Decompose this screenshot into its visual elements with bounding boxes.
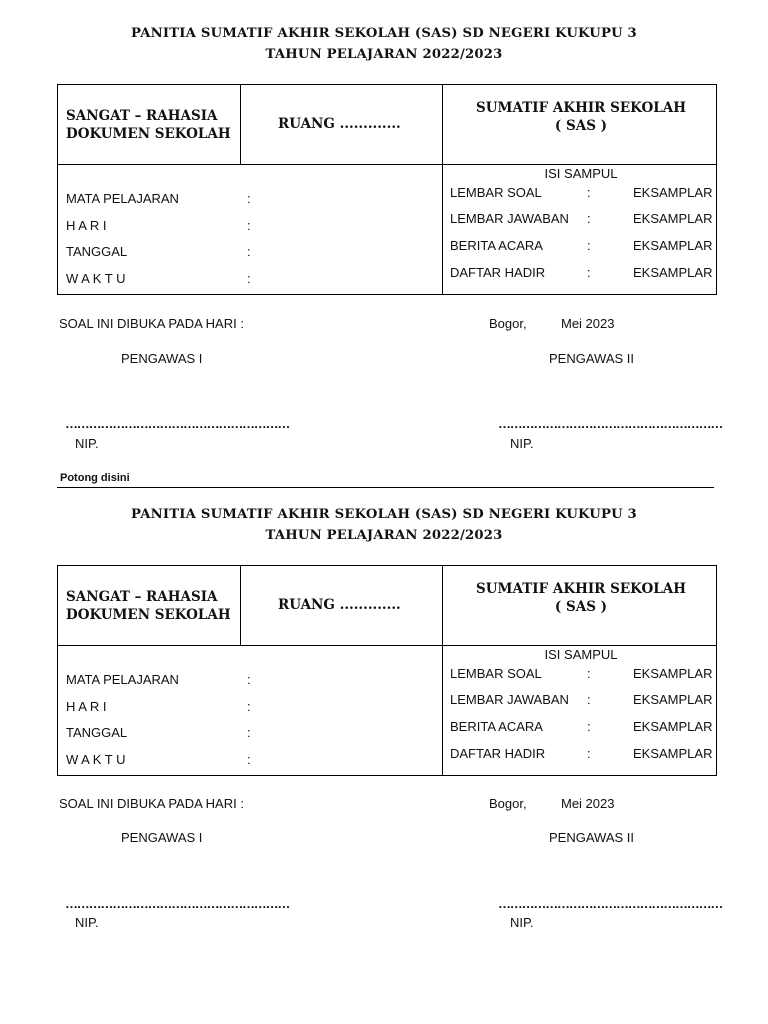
supervisor-1-label: PENGAWAS I (121, 830, 203, 845)
contents-label-report: BERITA ACARA (450, 238, 543, 253)
secret-line-2: DOKUMEN SEKOLAH (66, 126, 231, 142)
field-colon: : (247, 725, 251, 740)
date-label: Mei 2023 (561, 316, 615, 331)
contents-colon: : (587, 265, 591, 280)
opened-on-label: SOAL INI DIBUKA PADA HARI : (59, 796, 244, 811)
secret-notice (66, 107, 231, 143)
contents-colon: : (587, 666, 591, 681)
column-divider (442, 566, 443, 775)
field-label-date: TANGGAL (66, 244, 128, 259)
row-divider (58, 164, 716, 165)
exam-name-line-1: SUMATIF AKHIR SEKOLAH (476, 581, 686, 597)
contents-label-report: BERITA ACARA (450, 719, 543, 734)
label-box (57, 565, 717, 776)
column-divider (240, 85, 241, 164)
contents-unit: EKSAMPLAR (633, 185, 713, 200)
nip-label-2: NIP. (510, 915, 534, 930)
nip-label-1: NIP. (75, 915, 99, 930)
contents-colon: : (587, 719, 591, 734)
contents-label-attendance: DAFTAR HADIR (450, 265, 546, 280)
contents-colon: : (587, 211, 591, 226)
field-label-subject: MATA PELAJARAN (66, 672, 179, 687)
field-colon: : (247, 672, 251, 687)
envelope-contents-heading: ISI SAMPUL (544, 647, 618, 662)
field-label-time: W A K T U (66, 752, 126, 767)
field-label-day: H A R I (66, 699, 107, 714)
form-subtitle: TAHUN PELAJARAN 2022/2023 (265, 47, 503, 62)
form-title: PANITIA SUMATIF AKHIR SEKOLAH (SAS) SD NEGERI KUKUPU 3 (131, 26, 637, 41)
exam-name-line-2: ( SAS ) (554, 599, 608, 615)
nip-label-2: NIP. (510, 436, 534, 451)
field-label-subject: MATA PELAJARAN (66, 191, 179, 206)
field-colon: : (247, 752, 251, 767)
supervisor-1-label: PENGAWAS I (121, 351, 203, 366)
date-label: Mei 2023 (561, 796, 615, 811)
contents-colon: : (587, 238, 591, 253)
secret-notice (66, 588, 231, 624)
field-label-date: TANGGAL (66, 725, 128, 740)
contents-label-attendance: DAFTAR HADIR (450, 746, 546, 761)
contents-unit: EKSAMPLAR (633, 719, 713, 734)
contents-unit: EKSAMPLAR (633, 265, 713, 280)
contents-colon: : (587, 692, 591, 707)
signature-line-2: ………………………………………………… (498, 416, 723, 431)
envelope-label-form-2 (0, 481, 768, 951)
opened-on-label: SOAL INI DIBUKA PADA HARI : (59, 316, 244, 331)
form-subtitle: TAHUN PELAJARAN 2022/2023 (265, 528, 503, 543)
supervisor-2-label: PENGAWAS II (549, 830, 634, 845)
signature-line-1: ………………………………………………… (65, 896, 290, 911)
form-title: PANITIA SUMATIF AKHIR SEKOLAH (SAS) SD NEGERI KUKUPU 3 (131, 507, 637, 522)
signature-line-1: ………………………………………………… (65, 416, 290, 431)
field-colon: : (247, 218, 251, 233)
contents-label-question-sheet: LEMBAR SOAL (450, 185, 542, 200)
contents-label-answer-sheet: LEMBAR JAWABAN (450, 211, 569, 226)
field-label-day: H A R I (66, 218, 107, 233)
contents-colon: : (587, 185, 591, 200)
column-divider (240, 566, 241, 645)
contents-unit: EKSAMPLAR (633, 746, 713, 761)
field-label-time: W A K T U (66, 271, 126, 286)
exam-name (444, 99, 718, 135)
envelope-label-form-1 (0, 0, 768, 470)
contents-label-answer-sheet: LEMBAR JAWABAN (450, 692, 569, 707)
contents-unit: EKSAMPLAR (633, 692, 713, 707)
nip-label-1: NIP. (75, 436, 99, 451)
row-divider (58, 645, 716, 646)
contents-unit: EKSAMPLAR (633, 666, 713, 681)
field-colon: : (247, 271, 251, 286)
place-label: Bogor, (489, 796, 527, 811)
contents-colon: : (587, 746, 591, 761)
label-box (57, 84, 717, 295)
field-colon: : (247, 699, 251, 714)
contents-label-question-sheet: LEMBAR SOAL (450, 666, 542, 681)
contents-unit: EKSAMPLAR (633, 238, 713, 253)
secret-line-2: DOKUMEN SEKOLAH (66, 607, 231, 623)
field-colon: : (247, 244, 251, 259)
exam-name-line-1: SUMATIF AKHIR SEKOLAH (476, 100, 686, 116)
room-field: RUANG ............. (278, 116, 401, 132)
exam-name-line-2: ( SAS ) (554, 118, 608, 134)
field-colon: : (247, 191, 251, 206)
column-divider (442, 85, 443, 294)
room-field: RUANG ............. (278, 597, 401, 613)
secret-line-1: SANGAT – RAHASIA (66, 589, 218, 605)
contents-unit: EKSAMPLAR (633, 211, 713, 226)
supervisor-2-label: PENGAWAS II (549, 351, 634, 366)
envelope-contents-heading: ISI SAMPUL (544, 166, 618, 181)
signature-line-2: ………………………………………………… (498, 896, 723, 911)
exam-name (444, 580, 718, 616)
place-label: Bogor, (489, 316, 527, 331)
cut-here-label: Potong disini (60, 472, 130, 484)
secret-line-1: SANGAT – RAHASIA (66, 108, 218, 124)
